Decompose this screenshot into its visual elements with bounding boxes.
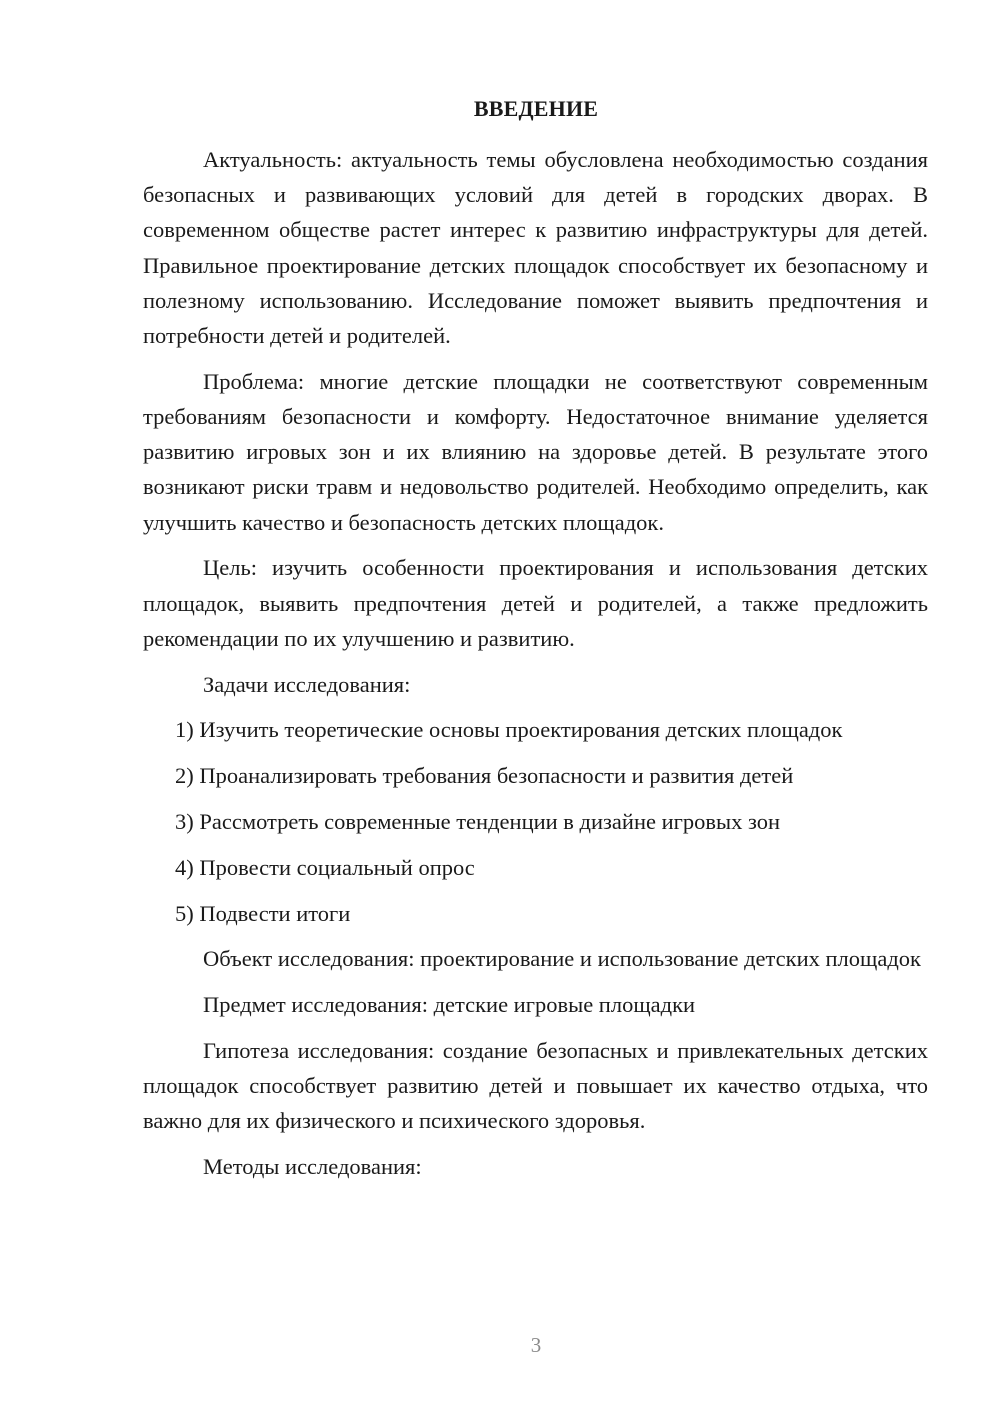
section-heading: ВВЕДЕНИЕ [473, 96, 599, 121]
body-text [143, 142, 928, 1195]
paragraph-hypothesis: Гипотеза исследования: создание безопасных и привлекательных детских площадок способствует развитию детей и повышает их качество отдыха, что важно для их физического и психического здоровья. [143, 1038, 928, 1134]
list-item: 2) Проанализировать требования безопасности и развития детей [175, 763, 794, 789]
paragraph-problem: Проблема: многие детские площадки не соответствуют современным требованиям безопасности и комфорту. Недостаточное внимание уделяется развитию игровых зон и их влиянию на здоровье детей. В результате этого возникают риски травм и недовольство родителей. Необходимо определить, как улучшить качество и безопасность детских площадок. [143, 368, 928, 535]
tasks-title: Задачи исследования: [203, 671, 411, 697]
list-item: 5) Подвести итоги [175, 900, 351, 926]
list-item: 3) Рассмотреть современные тенденции в дизайне игровых зон [175, 809, 781, 835]
page-number: 3 [530, 1333, 542, 1357]
methods-title: Методы исследования: [203, 1154, 422, 1180]
paragraph-goal: Цель: изучить особенности проектирования и использования детских площадок, выявить предпочтения детей и родителей, а также предложить рекомендации по их улучшению и развитию. [143, 555, 928, 651]
paragraph-object: Объект исследования: проектирование и использование детских площадок [203, 946, 921, 972]
list-item: 4) Провести социальный опрос [175, 854, 475, 880]
paragraph-relevance: Актуальность: актуальность темы обусловлена необходимостью создания безопасных и развивающих условий для детей в городских дворах. В современном обществе растет интерес к развитию инфраструктуры для детей. Правильное проектирование детских площадок способствует их безопасному и полезному использованию. Исследование поможет выявить предпочтения и потребности детей и родителей. [143, 147, 928, 349]
tasks-list [143, 712, 928, 930]
list-item: 1) Изучить теоретические основы проектирования детских площадок [175, 717, 843, 743]
paragraph-subject: Предмет исследования: детские игровые площадки [203, 992, 696, 1018]
